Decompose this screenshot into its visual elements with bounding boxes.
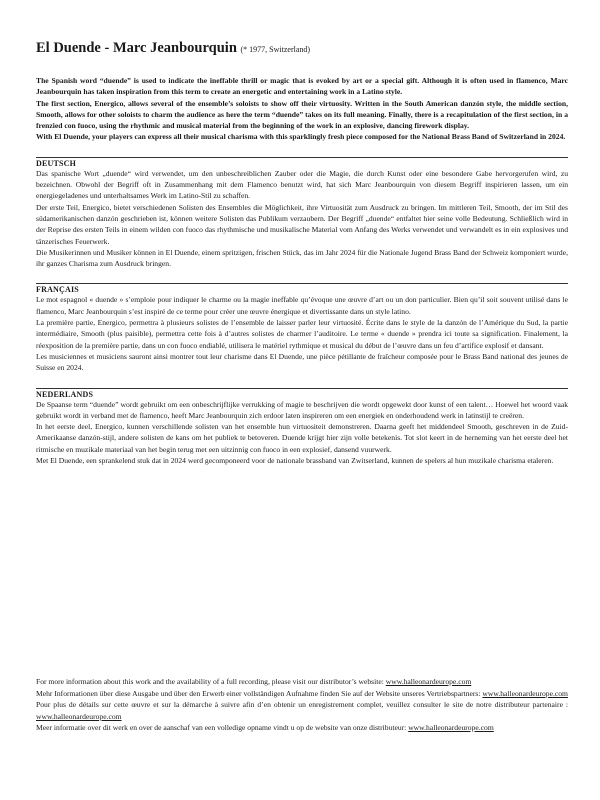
section-francais	[36, 283, 568, 373]
intro-paragraph: With El Duende, your players can express all their musical charisma with this sparklingly fresh piece composed for the National Brass Band of Switzerland in 2024.	[36, 132, 566, 142]
section-deutsch	[36, 157, 568, 270]
english-intro	[36, 75, 568, 143]
section-nederlands	[36, 388, 568, 467]
section-paragraph: Met El Duende, een sprankelend stuk dat in 2024 werd gecomponeerd voor de nationale brassband van Zwitserland, kunnen de spelers al hun muzikale charisma etaleren.	[36, 456, 554, 466]
intro-paragraph: The first section, Energico, allows several of the ensemble’s soloists to show off their virtuosity. Written in the South American danzón style, the middle section, Smooth, allows for other soloists to charm the audience as here the term “duende” takes on its full meaning. Finally, there is a recapitulation of the first section, in a frenzied con fuoco, using the rhythmic and musical material from the beginning of the work in an explosive, dancing firework display.	[36, 98, 568, 131]
section-heading: FRANÇAIS	[36, 283, 568, 294]
section-paragraph: Die Musikerinnen und Musiker können in El Duende, einem spritzigen, frischen Stück, das im Jahr 2024 für die Nationale Jugend Brass Band der Schweiz komponiert wurde, ihr ganzes Charisma zum Ausdruck bringen.	[36, 247, 568, 269]
section-paragraph: Das spanische Wort „duende“ wird verwendet, um den unbeschreiblichen Zauber oder die Magie, die durch Kunst oder eine besondere Gabe hervorgerufen wird, zu bezeichnen. Obwohl der Begriff oft in Zusammenhang mit dem Flamenco benutzt wird, hat sich Marc Jeanbourquin von diesem Begriff inspirieren lassen, um ein energiegeladenes und unterhaltsames Werk im Latino-Stil zu schaffen.	[36, 168, 568, 201]
footer-line: For more information about this work and the availability of a full recording, please visit our distributor’s website: www.halleonardeurope.com	[36, 677, 472, 686]
distributor-link[interactable]: www.halleonardeurope.com	[408, 723, 494, 732]
section-paragraph: La première partie, Energico, permettra à plusieurs solistes de l’ensemble de laisser parler leur virtuosité. Écrite dans le style de la danzón de l’Amérique du Sud, la partie intermédiaire, Smooth (plus paisible), permettra cette fois à d’autres solistes de charmer l’auditoire. Le terme « duende » prendra ici toute sa signification. Finalement, la réexposition de la première partie, dans un con fuoco endiablé, utilisera le matériel rythmique et musical du début de l’œuvre dans un feu d’artifice explosif et dansant.	[36, 318, 568, 350]
footer-line: Meer informatie over dit werk en over de aanschaf van een volledige opname vindt u op de website van onze distributeur: www.halleonardeurope.com	[36, 723, 494, 732]
section-paragraph: Der erste Teil, Energico, bietet verschiedenen Solisten des Ensembles die Möglichkeit, ihre Virtuosität zum Ausdruck zu bringen. Im mittleren Teil, Smooth, der im Stil des südamerikanischen danzón geschrieben ist, können weitere Solisten das Publikum verzaubern. Der Begriff „duende“ entfaltet hier seine volle Bedeutung. Schließlich wird in der Reprise des ersten Teils in einem wilden con fuoco das rhythmische und musikalische Material vom Anfang des Werks verwendet und verwandelt es in ein explosives und tänzerisches Feuerwerk.	[36, 202, 568, 246]
distributor-link[interactable]: www.halleonardeurope.com	[385, 677, 472, 686]
intro-paragraph: The Spanish word “duende” is used to indicate the ineffable thrill or magic that is evoked by art or a special gift. Although it is often used in flamenco, Marc Jeanbourquin has taken inspiration from this term to create an energetic and entertaining work in a Latino style.	[36, 76, 568, 97]
footer-line: Pour plus de détails sur cette œuvre et sur la démarche à suivre afin d’en obtenir un enregistrement complet, veuillez consulter le site de notre distributeur partenaire : www.halleonardeurope.com	[36, 700, 568, 721]
section-paragraph: Les musiciennes et musiciens sauront ainsi montrer tout leur charisme dans El Duende, une pièce pétillante de fraîcheur composée pour le Brass Band national des jeunes de Suisse en 2024.	[36, 351, 568, 373]
section-heading: NEDERLANDS	[36, 388, 568, 399]
title-suffix: (* 1977, Switzerland)	[240, 45, 311, 54]
section-paragraph: Le mot espagnol « duende » s’emploie pour indiquer le charme ou la magie ineffable qu’évoque une œuvre d’art ou un don particulier. Bien qu’il soit souvent utilisé dans le flamenco, Marc Jeanbourquin s’est inspiré de ce terme pour créer une œuvre énergique et divertissante dans un style latino.	[36, 295, 568, 316]
title-text: El Duende - Marc Jeanbourquin	[36, 40, 237, 56]
document-page	[36, 40, 568, 466]
section-paragraph: De Spaanse term “duende” wordt gebruikt om een onbeschrijflijke verrukking of magie te beschrijven die wordt opgewekt door kunst of een talent… Hoewel het woord vaak gebruikt wordt in verband met de flamenco, heeft Marc Jeanbourquin zich erdoor laten inspireren om een energiek en onderhoudend werk in latinstijl te creëren.	[36, 399, 568, 420]
page-title	[36, 40, 568, 57]
section-paragraph: In het eerste deel, Energico, kunnen verschillende solisten van het ensemble hun virtuositeit demonstreren. Daarna geeft het middendeel Smooth, geschreven in de Zuid-Amerikaanse danzón-stijl, andere solisten de kans om het publiek te betoveren. Duende krijgt hier zijn volle betekenis. Tot slot keert in de herneming van het eerste deel het ritmische en muzikale materiaal van het begin terug met een uitzinnig con fuoco in een explosief, dansend vuurwerk.	[36, 422, 568, 454]
distributor-link[interactable]: www.halleonardeurope.com	[36, 711, 122, 721]
section-heading: DEUTSCH	[36, 157, 568, 168]
distributor-link[interactable]: www.halleonardeurope.com	[482, 688, 568, 698]
distributor-footer	[36, 676, 568, 734]
footer-line: Mehr Informationen über diese Ausgabe und über den Erwerb einer vollständigen Aufnahme finden Sie auf der Website unseres Vertriebspartners: www.halleonardeurope.com	[36, 688, 568, 698]
